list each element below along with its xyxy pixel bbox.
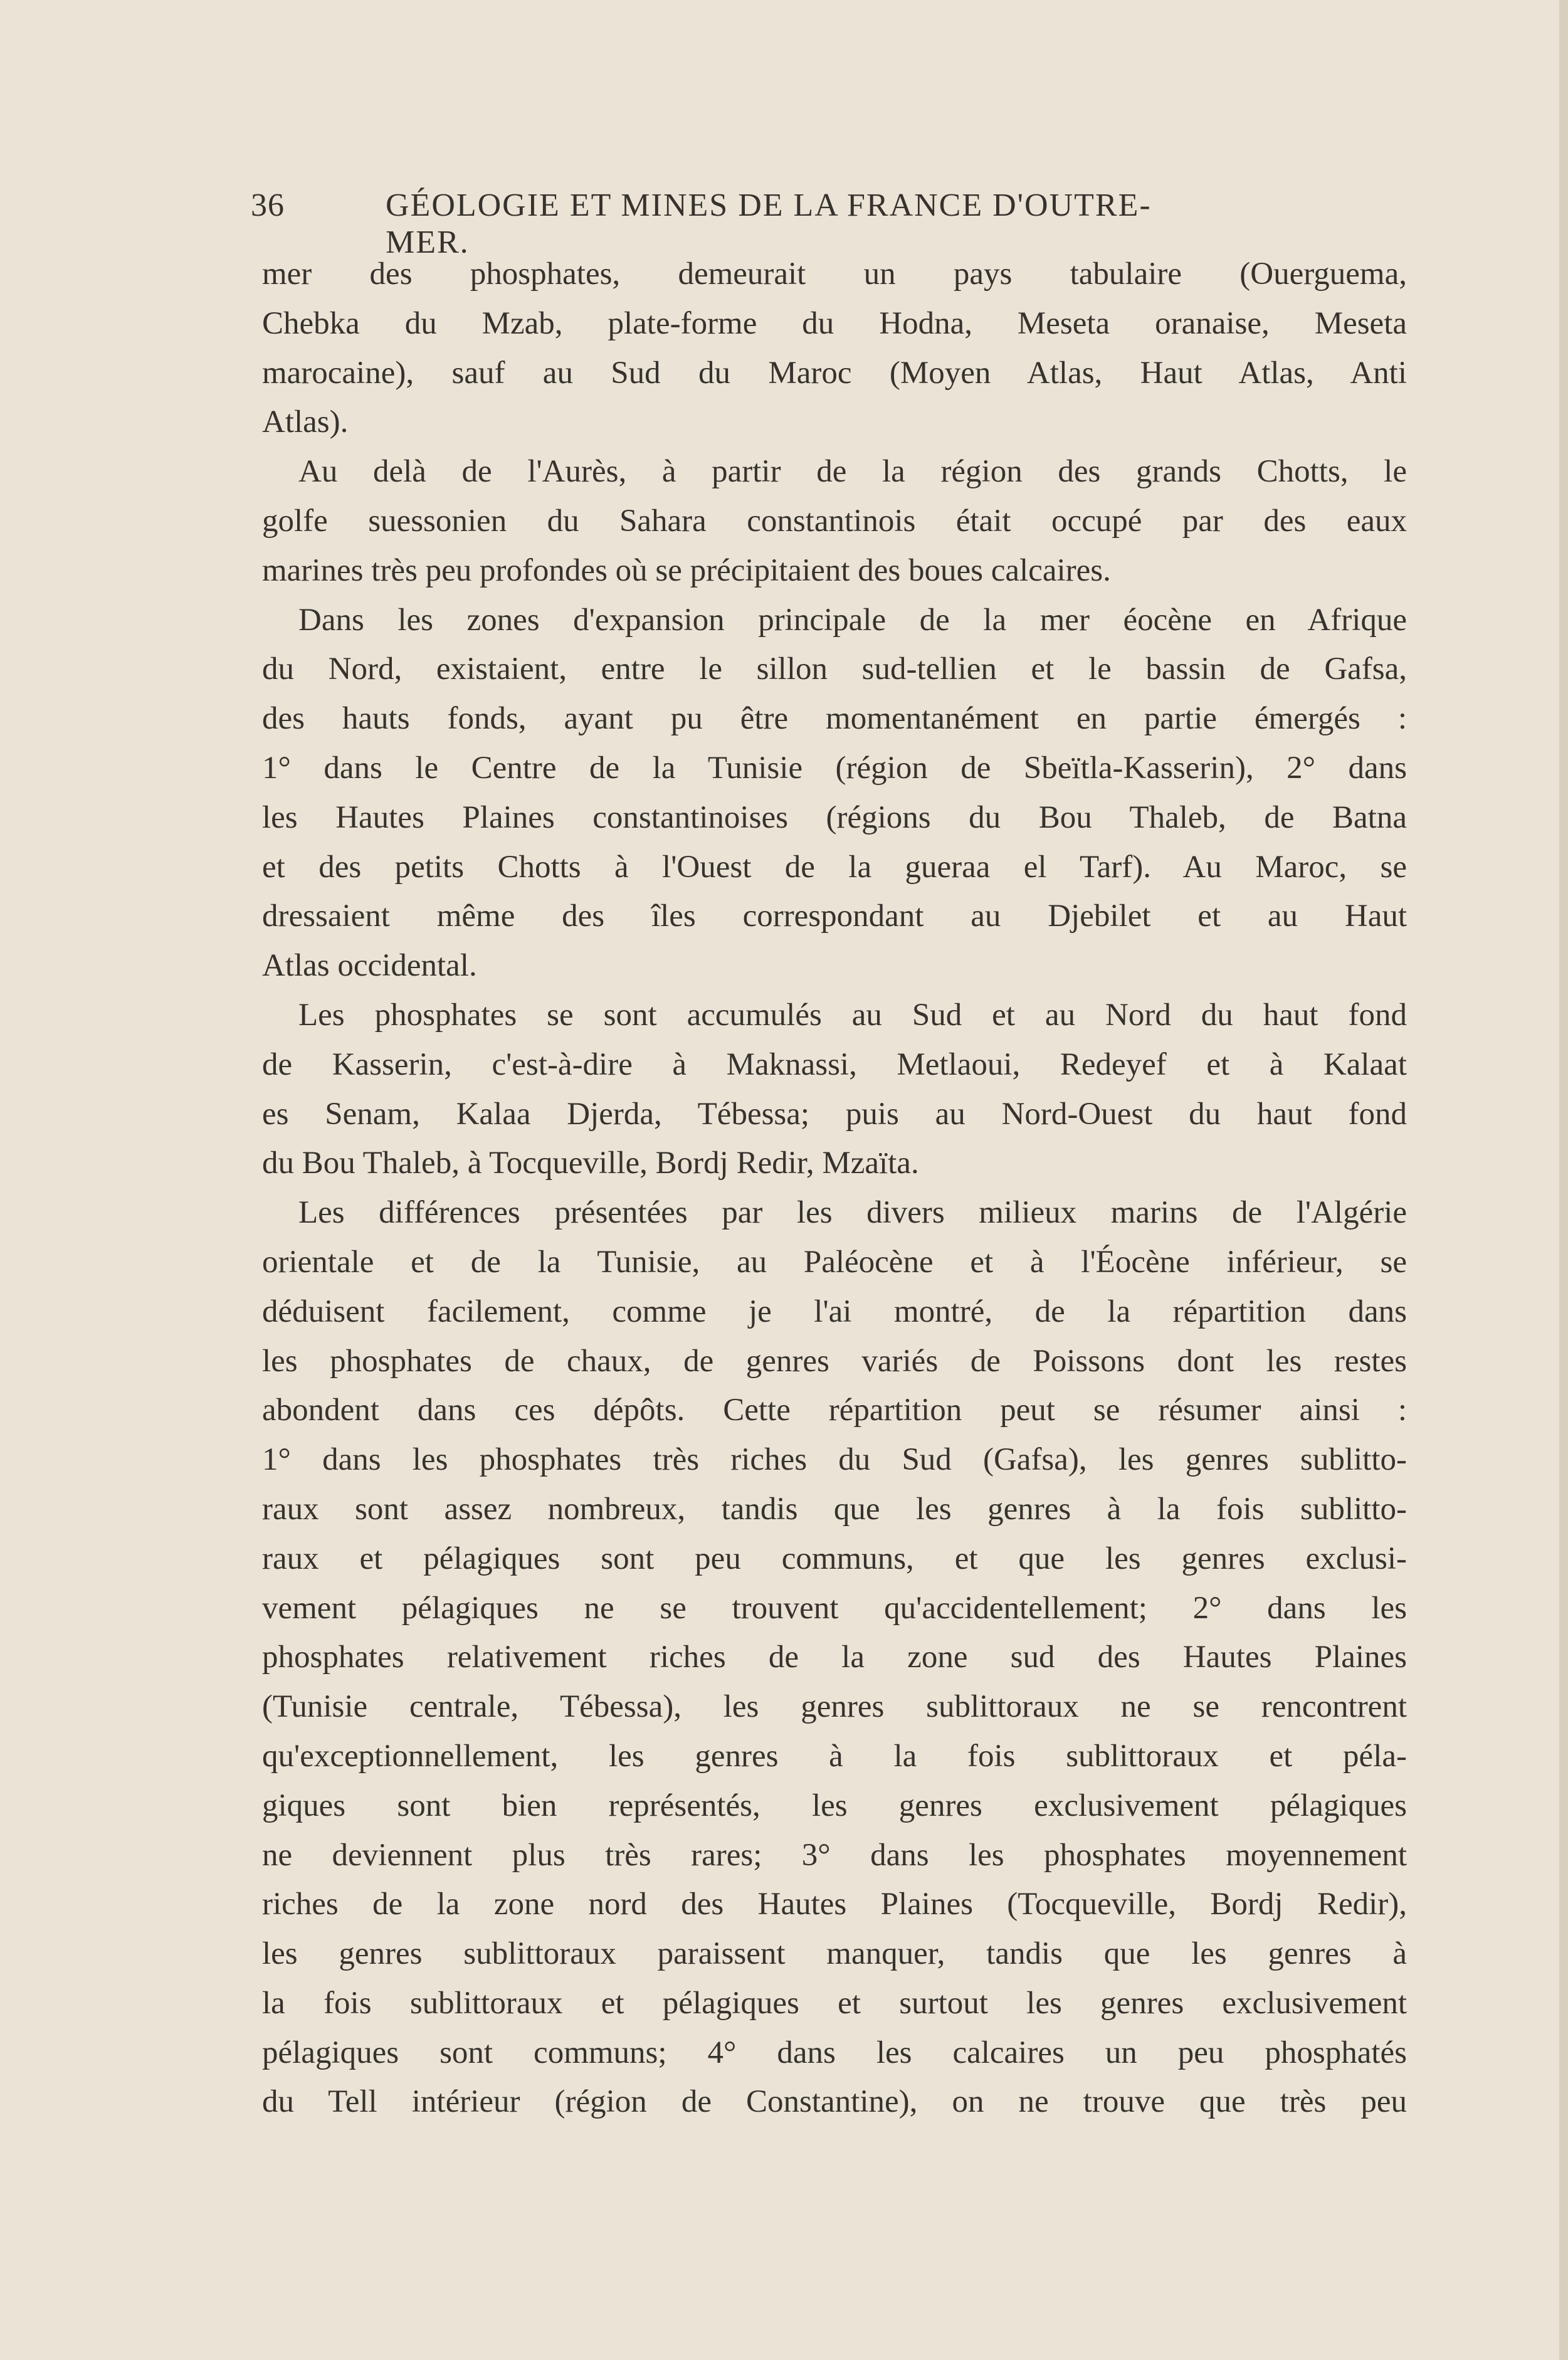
text-line: 1° dans les phosphates très riches du Sud (Gafsa), les genres sublitto-	[262, 1442, 1407, 1478]
text-line: Les phosphates se sont accumulés au Sud et au Nord du haut fond	[298, 997, 1407, 1033]
text-line: des hauts fonds, ayant pu être momentanément en partie émergés :	[262, 701, 1407, 737]
text-line: qu'exceptionnellement, les genres à la fois sublittoraux et péla-	[262, 1738, 1407, 1774]
text-line: Au delà de l'Aurès, à partir de la région des grands Chotts, le	[298, 454, 1407, 490]
text-line: Atlas).	[262, 404, 349, 440]
text-line: de Kasserin, c'est-à-dire à Maknassi, Metlaoui, Redeyef et à Kalaat	[262, 1046, 1407, 1082]
paragraph	[262, 1188, 1407, 2127]
page-edge	[1559, 0, 1568, 2360]
text-line: raux sont assez nombreux, tandis que les genres à la fois sublitto-	[262, 1491, 1407, 1527]
text-line: du Bou Thaleb, à Tocqueville, Bordj Redir, Mzaïta.	[262, 1146, 919, 1181]
text-line: les genres sublittoraux paraissent manquer, tandis que les genres à	[262, 1936, 1407, 1972]
text-line: orientale et de la Tunisie, au Paléocène et à l'Éocène inférieur, se	[262, 1244, 1407, 1280]
text-line: la fois sublittoraux et pélagiques et surtout les genres exclusivement	[262, 1985, 1407, 2021]
text-line: 1° dans le Centre de la Tunisie (région de Sbeïtla-Kasserin), 2° dans	[262, 750, 1407, 786]
text-line: pélagiques sont communs; 4° dans les calcaires un peu phosphatés	[262, 2035, 1407, 2070]
text-line: giques sont bien représentés, les genres exclusivement pélagiques	[262, 1788, 1407, 1823]
text-line: et des petits Chotts à l'Ouest de la gueraa el Tarf). Au Maroc, se	[262, 849, 1407, 885]
running-header	[251, 187, 1229, 260]
text-line: marines très peu profondes où se précipitaient des boues calcaires.	[262, 552, 1111, 588]
text-line: vement pélagiques ne se trouvent qu'accidentellement; 2° dans les	[262, 1590, 1407, 1626]
text-line: phosphates relativement riches de la zone sud des Hautes Plaines	[262, 1640, 1407, 1675]
text-line: Les différences présentées par les divers milieux marins de l'Algérie	[298, 1195, 1407, 1231]
text-line: les Hautes Plaines constantinoises (régions du Bou Thaleb, de Batna	[262, 799, 1407, 835]
text-line: ne deviennent plus très rares; 3° dans les phosphates moyennement	[262, 1837, 1407, 1873]
text-line: mer des phosphates, demeurait un pays tabulaire (Ouerguema,	[262, 256, 1407, 292]
text-line: riches de la zone nord des Hautes Plaines (Tocqueville, Bordj Redir),	[262, 1887, 1407, 1922]
text-line: du Nord, existaient, entre le sillon sud-tellien et le bassin de Gafsa,	[262, 651, 1407, 687]
text-line: (Tunisie centrale, Tébessa), les genres sublittoraux ne se rencontrent	[262, 1689, 1407, 1725]
page-number: 36	[251, 187, 285, 223]
text-line: du Tell intérieur (région de Constantine), on ne trouve que très peu	[262, 2084, 1407, 2120]
text-line: Dans les zones d'expansion principale de la mer éocène en Afrique	[298, 602, 1407, 638]
text-line: abondent dans ces dépôts. Cette répartition peut se résumer ainsi :	[262, 1393, 1407, 1428]
running-title: GÉOLOGIE ET MINES DE LA FRANCE D'OUTRE-MER.	[386, 187, 1152, 260]
text-line: dressaient même des îles correspondant au Djebilet et au Haut	[262, 898, 1407, 934]
text-line: es Senam, Kalaa Djerda, Tébessa; puis au Nord-Ouest du haut fond	[262, 1096, 1407, 1132]
text-line: raux et pélagiques sont peu communs, et que les genres exclusi-	[262, 1541, 1407, 1576]
text-line: golfe suessonien du Sahara constantinois était occupé par des eaux	[262, 503, 1407, 539]
paragraph	[262, 596, 1407, 991]
paragraph	[262, 250, 1407, 447]
body-text	[262, 250, 1407, 2127]
text-line: Atlas occidental.	[262, 948, 477, 984]
paragraph	[262, 991, 1407, 1188]
text-line: Chebka du Mzab, plate-forme du Hodna, Meseta oranaise, Meseta	[262, 305, 1407, 341]
paragraph	[262, 447, 1407, 595]
text-line: déduisent facilement, comme je l'ai montré, de la répartition dans	[262, 1293, 1407, 1329]
text-line: marocaine), sauf au Sud du Maroc (Moyen Atlas, Haut Atlas, Anti	[262, 355, 1407, 391]
text-line: les phosphates de chaux, de genres variés de Poissons dont les restes	[262, 1343, 1407, 1379]
